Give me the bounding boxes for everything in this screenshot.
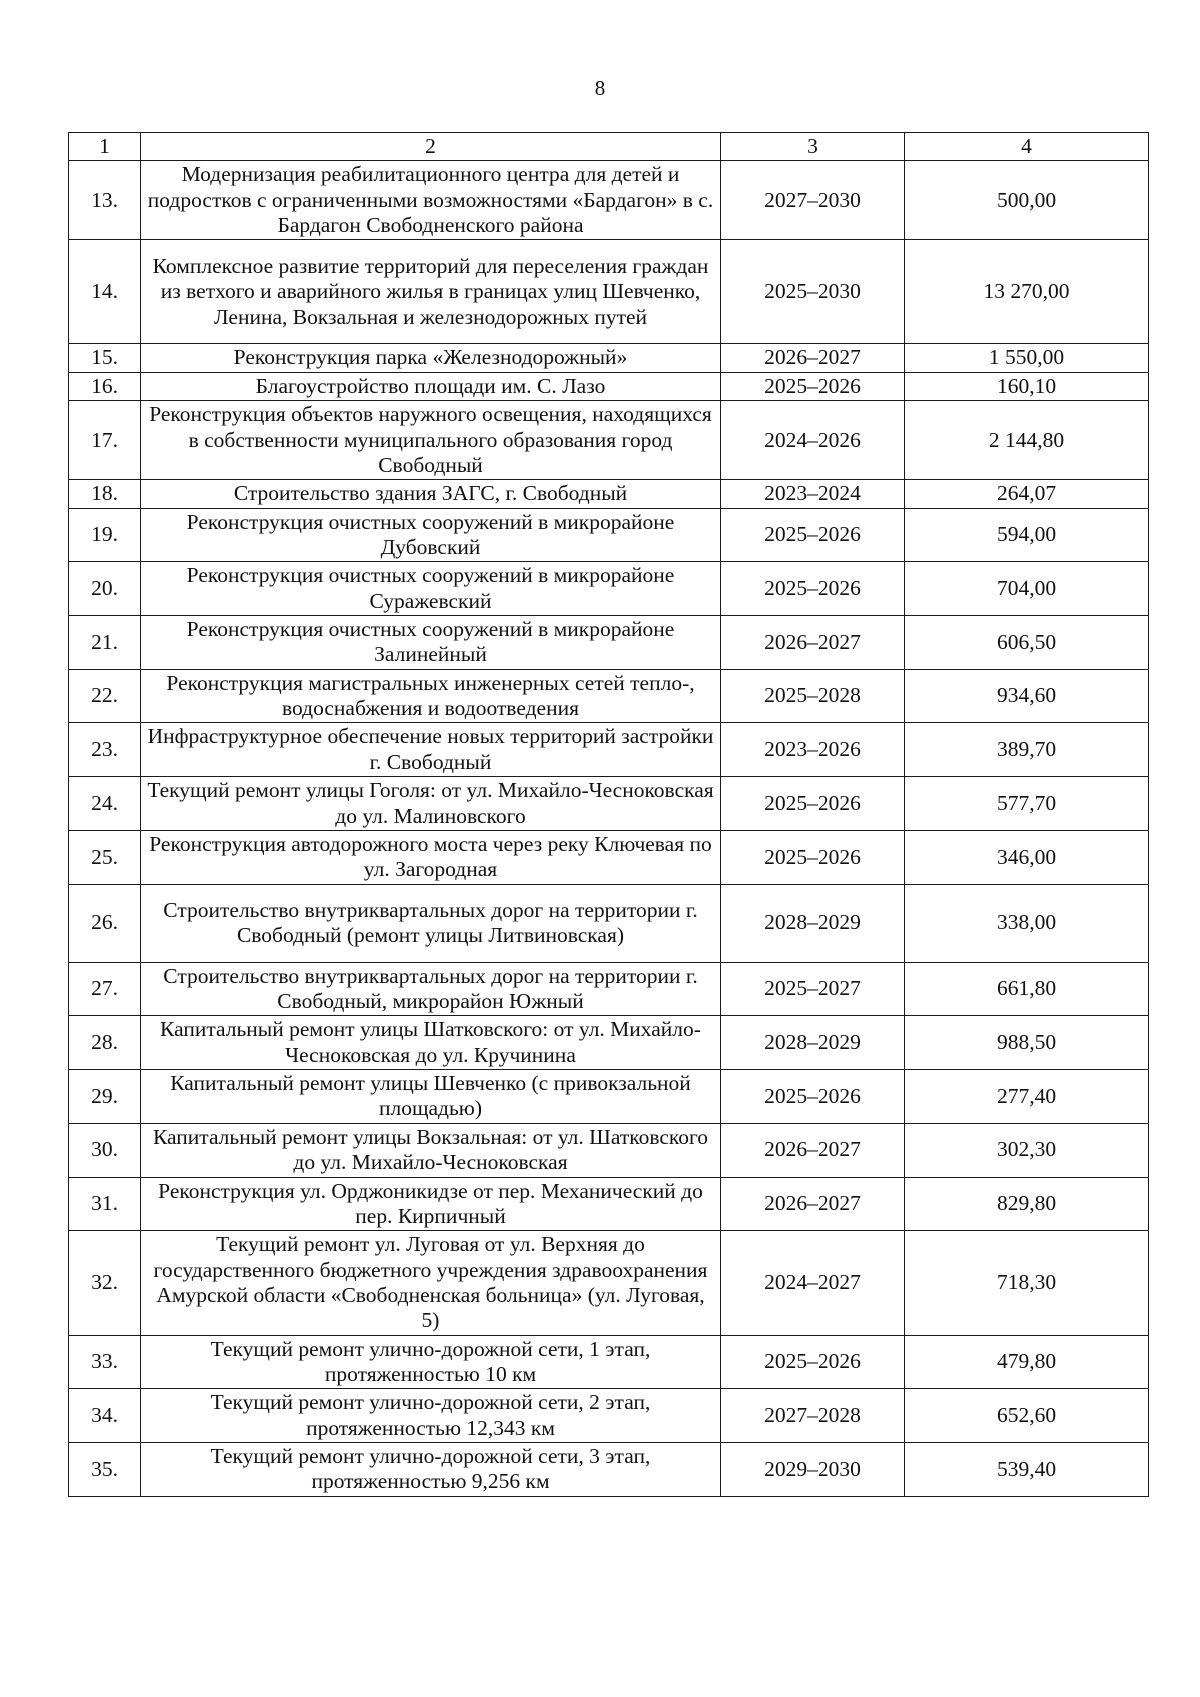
project-name: Реконструкция очистных сооружений в микрорайоне Дубовский	[141, 508, 721, 562]
project-name: Текущий ремонт ул. Луговая от ул. Верхняя до государственного бюджетного учреждения здравоохранения Амурской области «Свободненская больница» (ул. Луговая, 5)	[141, 1231, 721, 1335]
project-amount: 539,40	[905, 1443, 1149, 1497]
project-amount: 934,60	[905, 669, 1149, 723]
row-number: 21.	[69, 616, 141, 670]
project-name: Благоустройство площади им. С. Лазо	[141, 372, 721, 400]
project-amount: 479,80	[905, 1335, 1149, 1389]
column-header-2: 2	[141, 133, 721, 161]
project-period: 2024–2026	[721, 401, 905, 480]
project-amount: 661,80	[905, 962, 1149, 1016]
project-amount: 718,30	[905, 1231, 1149, 1335]
row-number: 20.	[69, 562, 141, 616]
table-row	[69, 669, 1149, 723]
project-name: Строительство внутриквартальных дорог на территории г. Свободный (ремонт улицы Литвиновская)	[141, 884, 721, 962]
table-row	[69, 508, 1149, 562]
row-number: 31.	[69, 1177, 141, 1231]
project-period: 2025–2026	[721, 562, 905, 616]
project-name: Реконструкция объектов наружного освещения, находящихся в собственности муниципального образования город Свободный	[141, 401, 721, 480]
row-number: 25.	[69, 830, 141, 884]
table-row	[69, 1177, 1149, 1231]
row-number: 17.	[69, 401, 141, 480]
row-number: 35.	[69, 1443, 141, 1497]
project-amount: 302,30	[905, 1123, 1149, 1177]
table-row	[69, 161, 1149, 240]
table-row	[69, 401, 1149, 480]
project-amount: 2 144,80	[905, 401, 1149, 480]
table-row	[69, 1335, 1149, 1389]
project-period: 2027–2028	[721, 1389, 905, 1443]
project-amount: 988,50	[905, 1016, 1149, 1070]
project-period: 2029–2030	[721, 1443, 905, 1497]
project-amount: 277,40	[905, 1070, 1149, 1124]
row-number: 18.	[69, 480, 141, 508]
project-amount: 577,70	[905, 777, 1149, 831]
table-row	[69, 777, 1149, 831]
table-row	[69, 1070, 1149, 1124]
table-row	[69, 884, 1149, 962]
project-name: Реконструкция очистных сооружений в микрорайоне Суражевский	[141, 562, 721, 616]
project-name: Текущий ремонт улицы Гоголя: от ул. Михайло-Чесноковская до ул. Малиновского	[141, 777, 721, 831]
table-row	[69, 562, 1149, 616]
row-number: 30.	[69, 1123, 141, 1177]
row-number: 24.	[69, 777, 141, 831]
project-amount: 500,00	[905, 161, 1149, 240]
table-header-row	[69, 133, 1149, 161]
project-period: 2023–2024	[721, 480, 905, 508]
project-period: 2026–2027	[721, 1177, 905, 1231]
project-name: Реконструкция очистных сооружений в микрорайоне Залинейный	[141, 616, 721, 670]
row-number: 15.	[69, 344, 141, 372]
project-period: 2028–2029	[721, 884, 905, 962]
project-period: 2026–2027	[721, 344, 905, 372]
project-amount: 704,00	[905, 562, 1149, 616]
project-name: Комплексное развитие территорий для переселения граждан из ветхого и аварийного жилья в границах улиц Шевченко, Ленина, Вокзальная и железнодорожных путей	[141, 240, 721, 344]
project-period: 2025–2027	[721, 962, 905, 1016]
project-amount: 160,10	[905, 372, 1149, 400]
project-period: 2025–2026	[721, 1070, 905, 1124]
table-body	[69, 161, 1149, 1496]
row-number: 22.	[69, 669, 141, 723]
table-row	[69, 962, 1149, 1016]
project-amount: 264,07	[905, 480, 1149, 508]
row-number: 23.	[69, 723, 141, 777]
project-period: 2025–2026	[721, 777, 905, 831]
table-row	[69, 1123, 1149, 1177]
row-number: 29.	[69, 1070, 141, 1124]
row-number: 28.	[69, 1016, 141, 1070]
row-number: 14.	[69, 240, 141, 344]
project-name: Инфраструктурное обеспечение новых территорий застройки г. Свободный	[141, 723, 721, 777]
project-name: Реконструкция магистральных инженерных сетей тепло-, водоснабжения и водоотведения	[141, 669, 721, 723]
project-period: 2025–2026	[721, 508, 905, 562]
project-name: Реконструкция ул. Орджоникидзе от пер. Механический до пер. Кирпичный	[141, 1177, 721, 1231]
projects-table	[68, 132, 1149, 1497]
row-number: 26.	[69, 884, 141, 962]
table-row	[69, 1016, 1149, 1070]
project-name: Строительство внутриквартальных дорог на территории г. Свободный, микрорайон Южный	[141, 962, 721, 1016]
table-row	[69, 1231, 1149, 1335]
project-amount: 652,60	[905, 1389, 1149, 1443]
project-amount: 338,00	[905, 884, 1149, 962]
project-period: 2028–2029	[721, 1016, 905, 1070]
row-number: 32.	[69, 1231, 141, 1335]
project-amount: 1 550,00	[905, 344, 1149, 372]
project-amount: 606,50	[905, 616, 1149, 670]
table-row	[69, 480, 1149, 508]
project-amount: 829,80	[905, 1177, 1149, 1231]
row-number: 16.	[69, 372, 141, 400]
project-period: 2025–2030	[721, 240, 905, 344]
project-name: Реконструкция парка «Железнодорожный»	[141, 344, 721, 372]
row-number: 19.	[69, 508, 141, 562]
project-period: 2025–2026	[721, 1335, 905, 1389]
column-header-3: 3	[721, 133, 905, 161]
row-number: 27.	[69, 962, 141, 1016]
table-row	[69, 372, 1149, 400]
project-amount: 346,00	[905, 830, 1149, 884]
project-name: Модернизация реабилитационного центра для детей и подростков с ограниченными возможностями «Бардагон» в с. Бардагон Свободненского района	[141, 161, 721, 240]
table-row	[69, 1389, 1149, 1443]
table-row	[69, 1443, 1149, 1497]
project-amount: 13 270,00	[905, 240, 1149, 344]
column-header-4: 4	[905, 133, 1149, 161]
project-period: 2025–2028	[721, 669, 905, 723]
project-name: Строительство здания ЗАГС, г. Свободный	[141, 480, 721, 508]
project-name: Капитальный ремонт улицы Шевченко (с привокзальной площадью)	[141, 1070, 721, 1124]
table-row	[69, 830, 1149, 884]
project-period: 2026–2027	[721, 616, 905, 670]
project-name: Текущий ремонт улично-дорожной сети, 1 этап, протяженностью 10 км	[141, 1335, 721, 1389]
project-name: Текущий ремонт улично-дорожной сети, 2 этап, протяженностью 12,343 км	[141, 1389, 721, 1443]
page-number: 8	[594, 76, 606, 100]
table-row	[69, 344, 1149, 372]
table-row	[69, 723, 1149, 777]
row-number: 34.	[69, 1389, 141, 1443]
project-period: 2026–2027	[721, 1123, 905, 1177]
row-number: 33.	[69, 1335, 141, 1389]
project-amount: 389,70	[905, 723, 1149, 777]
project-name: Реконструкция автодорожного моста через реку Ключевая по ул. Загородная	[141, 830, 721, 884]
column-header-1: 1	[69, 133, 141, 161]
project-period: 2025–2026	[721, 372, 905, 400]
project-period: 2023–2026	[721, 723, 905, 777]
project-period: 2025–2026	[721, 830, 905, 884]
table-row	[69, 616, 1149, 670]
row-number: 13.	[69, 161, 141, 240]
project-name: Капитальный ремонт улицы Шатковского: от ул. Михайло-Чесноковская до ул. Кручинина	[141, 1016, 721, 1070]
project-period: 2024–2027	[721, 1231, 905, 1335]
table-row	[69, 240, 1149, 344]
project-amount: 594,00	[905, 508, 1149, 562]
project-name: Текущий ремонт улично-дорожной сети, 3 этап, протяженностью 9,256 км	[141, 1443, 721, 1497]
project-name: Капитальный ремонт улицы Вокзальная: от ул. Шатковского до ул. Михайло-Чесноковская	[141, 1123, 721, 1177]
project-period: 2027–2030	[721, 161, 905, 240]
